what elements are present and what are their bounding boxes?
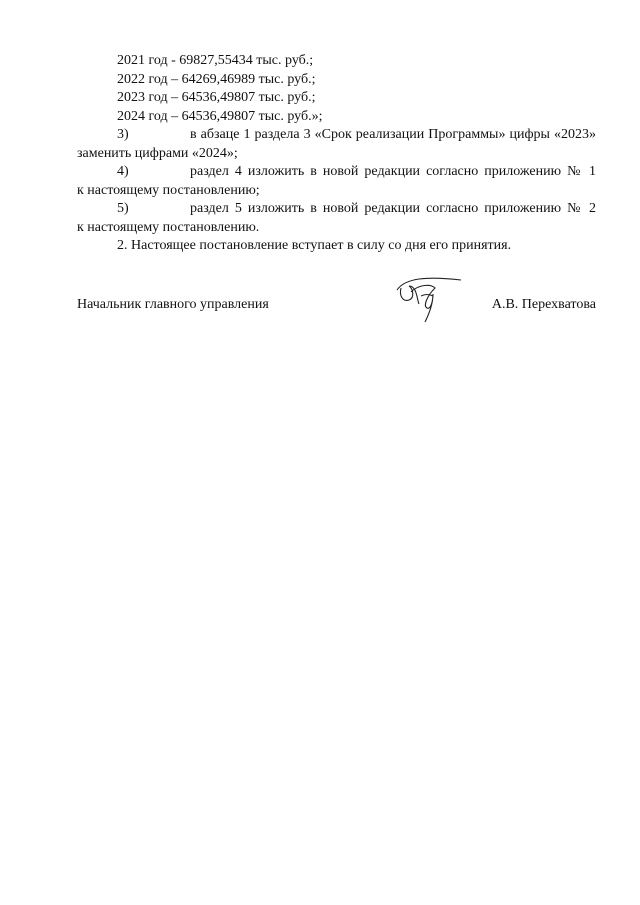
position-title: Начальник главного управления [77,297,269,312]
list-item-continuation: к настоящему постановлению; [77,182,260,198]
list-item-3 [77,126,596,145]
effective-clause: 2. Настоящее постановление вступает в силу со дня его принятия. [117,238,512,253]
list-item-text: в абзаце 1 раздела 3 «Срок реализации Программы» цифры «2023» [190,127,596,142]
amount-line-2023: 2023 год – 64536,49807 тыс. руб.; [117,90,316,105]
list-item-number: 4) [117,164,129,179]
signature-block [77,296,596,316]
list-item-4 [77,163,596,182]
document-body [77,52,596,256]
list-item-5 [77,200,596,219]
signer-name: А.В. Перехватова [491,297,596,312]
list-item-continuation: к настоящему постановлению. [77,219,260,235]
amount-line-2024: 2024 год – 64536,49807 тыс. руб.»; [117,108,323,124]
amount-line-2021: 2021 год - 69827,55434 тыс. руб.; [117,53,314,68]
list-item-text: раздел 4 изложить в новой редакции согласно приложению № 1 [190,164,596,179]
list-item-continuation: заменить цифрами «2024»; [77,145,238,161]
list-item-number: 3) [117,127,129,142]
handwritten-signature [387,270,467,326]
list-item-text: раздел 5 изложить в новой редакции согласно приложению № 2 [190,201,596,216]
amount-line-2022: 2022 год – 64269,46989 тыс. руб.; [117,71,316,87]
list-item-number: 5) [117,201,129,216]
